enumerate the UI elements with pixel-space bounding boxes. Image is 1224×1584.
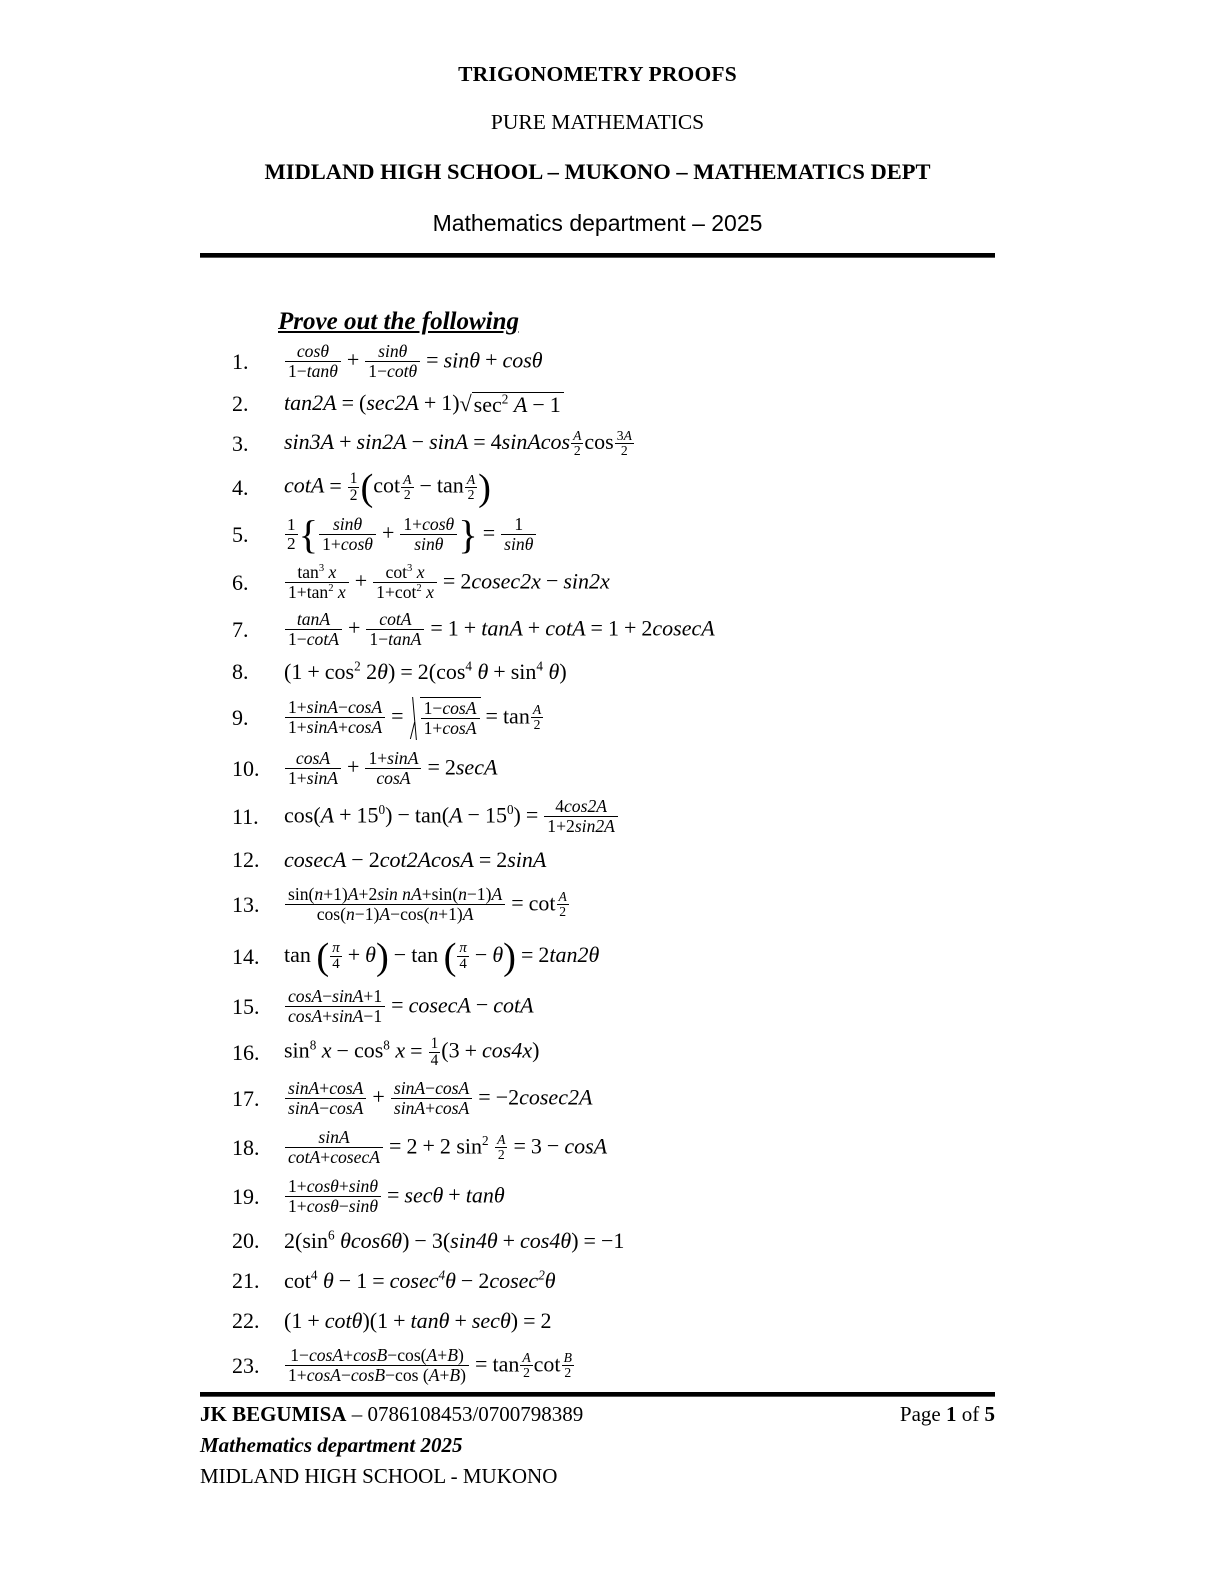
equation-item [232, 1341, 1022, 1391]
page-total: 5 [984, 1402, 995, 1426]
equation-number: 10. [232, 756, 260, 781]
equation-item [232, 465, 1022, 511]
equation-number: 3. [232, 431, 249, 456]
equation-item [232, 745, 1022, 793]
equation-expression: $\frac{\tan^3 x}{1+\tan^2 x}$ + $\frac{\cot^3 x}{1+\cot^2 x}$ = 2cosec2x − sin2x [284, 564, 1022, 603]
equation-number: 13. [232, 892, 260, 917]
equation-number: 6. [232, 570, 249, 595]
equation-expression: $\frac{1+\sin A-\cos A}{1+\sin A+\cos A}$ = $\frac{1-\cos A}{1+\cos A}$ = tan $\frac{A}{2}$ [284, 697, 1022, 740]
document-body [232, 308, 1022, 1391]
equation-item [232, 931, 1022, 983]
page-label: Page [899, 1402, 941, 1426]
equation-expression: $\cot^4 \theta - 1 = cosec^4\theta - 2cosec^2\theta$ [284, 1267, 556, 1293]
equation-item [232, 793, 1022, 841]
equation-expression: tan2A = (sec2A + 1) √ $\sec^2 A - 1$ [284, 392, 1022, 417]
equation-item [232, 983, 1022, 1031]
equation-expression: tan ( $\frac{\pi}{4}$ + θ) − tan ( $\frac{\pi}{4}$ − θ) = 2tan2θ [284, 935, 600, 978]
equation-item [232, 841, 1022, 879]
equation-expression: $\frac{\sin A}{\cot A+cosecA}$ = 2 + 2 $\sin^2$ $\frac{A}{2}$ = 3 − cosA [284, 1129, 1022, 1168]
document-subject: PURE MATHEMATICS [490, 110, 705, 134]
equation-item [232, 1301, 1022, 1341]
equation-expression: cosecA − 2cot2AcosA = 2sinA [284, 847, 547, 872]
footer-school: MIDLAND HIGH SCHOOL - MUKONO [200, 1464, 558, 1488]
page-indicator [900, 1402, 995, 1427]
equation-number: 2. [232, 391, 249, 416]
equation-number: 12. [232, 847, 260, 872]
equation-number: 19. [232, 1184, 260, 1209]
equation-number: 9. [232, 705, 249, 730]
equation-number: 20. [232, 1228, 260, 1253]
equation-item [232, 607, 1022, 653]
equation-item [232, 559, 1022, 607]
footer-department: Mathematics department 2025 [200, 1433, 463, 1457]
equation-item [232, 385, 1022, 423]
equation-item [232, 339, 1022, 385]
footer-divider [200, 1392, 995, 1397]
equation-number: 16. [232, 1040, 260, 1065]
header-divider [200, 253, 995, 258]
equation-number: 23. [232, 1353, 260, 1378]
equation-item [232, 1031, 1022, 1075]
equation-number: 22. [232, 1308, 260, 1333]
equation-number: 11. [232, 804, 259, 829]
equation-number: 4. [232, 475, 249, 500]
footer-author: JK BEGUMISA [200, 1402, 347, 1426]
equation-expression: $2(\sin^6$ θcos6θ) − 3(sin4θ + cos4θ) = −1 [284, 1227, 625, 1253]
equation-expression: $\frac{\cos A}{1+\sin A}$ + $\frac{1+\sin A}{\cos A}$ = 2secA [284, 750, 1022, 789]
equation-item [232, 691, 1022, 745]
footer-top-row [200, 1400, 995, 1427]
equation-expression: $\frac{\cos A-\sin A+1}{\cos A+\sin A-1}$ = cosecA − cotA [284, 988, 1022, 1027]
page-of-label: of [961, 1402, 980, 1426]
equation-expression: $\frac{\cos\theta}{1-\tan\theta}$ + $\frac{\sin\theta}{1-\cot\theta}$ = sinθ + cosθ [284, 343, 1022, 382]
equation-expression: $\frac{\text{sin(n+1)A+2sin nA+sin(n−1)A}}{\cos(n-1)A-\cos(n+1)A}$ = cot $\frac{A}{2}$ [284, 886, 1022, 925]
equation-expression: sin3A + sin2A − sinA = 4sinAcos $\frac{A}{2}$ cos $\frac{3A}{2}$ [284, 427, 632, 459]
equation-number: 15. [232, 994, 260, 1019]
document-title: TRIGONOMETRY PROOFS [458, 62, 737, 86]
document-school: MIDLAND HIGH SCHOOL – MUKONO – MATHEMATICS DEPT [264, 159, 931, 184]
equation-item [232, 653, 1022, 691]
equation-expression: $\frac{1+\cos\theta+\sin\theta}{1+\cos\theta-\sin\theta}$ = secθ + tanθ [284, 1178, 1022, 1217]
equation-number: 21. [232, 1268, 260, 1293]
equation-item [232, 1221, 1022, 1261]
footer-phone: – 0786108453/0700798389 [351, 1402, 584, 1426]
equation-item [232, 423, 1022, 465]
equation-number: 8. [232, 659, 249, 684]
equation-number: 7. [232, 617, 249, 642]
equation-item [232, 511, 1022, 559]
equation-number: 1. [232, 349, 249, 374]
equation-expression: $\frac{\tan A}{1-\cot A}$ + $\frac{\cot A}{1-\tan A}$ = 1 + tanA + cotA = 1 + 2cosecA [284, 611, 1022, 650]
equation-expression: $\sin^8 x - \cos^8 x$ = $\frac{1}{4}$ (3 + cos4x) [284, 1035, 540, 1070]
equation-expression: (1 + cotθ)(1 + tanθ + secθ) = 2 [284, 1308, 552, 1333]
page-number: 1 [946, 1402, 957, 1426]
equation-expression: $\cos(A + 15^0) - \tan(A - 15^0)$ = $\frac{4\cos 2A}{1+2\sin 2A}$ [284, 798, 1022, 837]
document-department: Mathematics department – 2025 [432, 210, 763, 236]
footer-author-block [200, 1402, 583, 1427]
equation-number: 14. [232, 944, 260, 969]
equation-item [232, 1261, 1022, 1301]
equation-expression: $(1 + \cos^2 2\theta) = 2(\cos^4$ $\theta + \sin^4 \theta$) [284, 658, 567, 684]
equation-list [232, 339, 1022, 1391]
equation-item [232, 1123, 1022, 1173]
equation-number: 5. [232, 522, 249, 547]
equation-number: 17. [232, 1086, 260, 1111]
equation-expression: cotA = $\frac{1}{2}$ (cot $\frac{A}{2}$ − tan $\frac{A}{2}$ ) [284, 466, 491, 509]
document-footer [200, 1400, 995, 1489]
equation-expression: $\frac{1}{2}$ { $\frac{\sin\theta}{1+\cos\theta}$ + $\frac{1+\cos\theta}{\sin\theta}$ } = $\frac{1}{\sin\theta}$ [284, 516, 1022, 555]
document-header [200, 62, 995, 243]
equation-number: 18. [232, 1135, 260, 1160]
equation-item [232, 1173, 1022, 1221]
equation-expression: $\frac{1-\cos A+\cos B-\cos(A+B)}{1+\cos A-\cos B-\cos (A+B)}$ = tan $\frac{A}{2}$ cot $\frac{B}{2}$ [284, 1347, 1022, 1386]
equation-item [232, 1075, 1022, 1123]
instruction-heading: Prove out the following [278, 308, 519, 335]
equation-item [232, 879, 1022, 931]
equation-expression: $\frac{\sin A+\cos A}{\sin A-\cos A}$ + $\frac{\sin A-\cos A}{\sin A+\cos A}$ = −2cosec2A [284, 1080, 1022, 1119]
